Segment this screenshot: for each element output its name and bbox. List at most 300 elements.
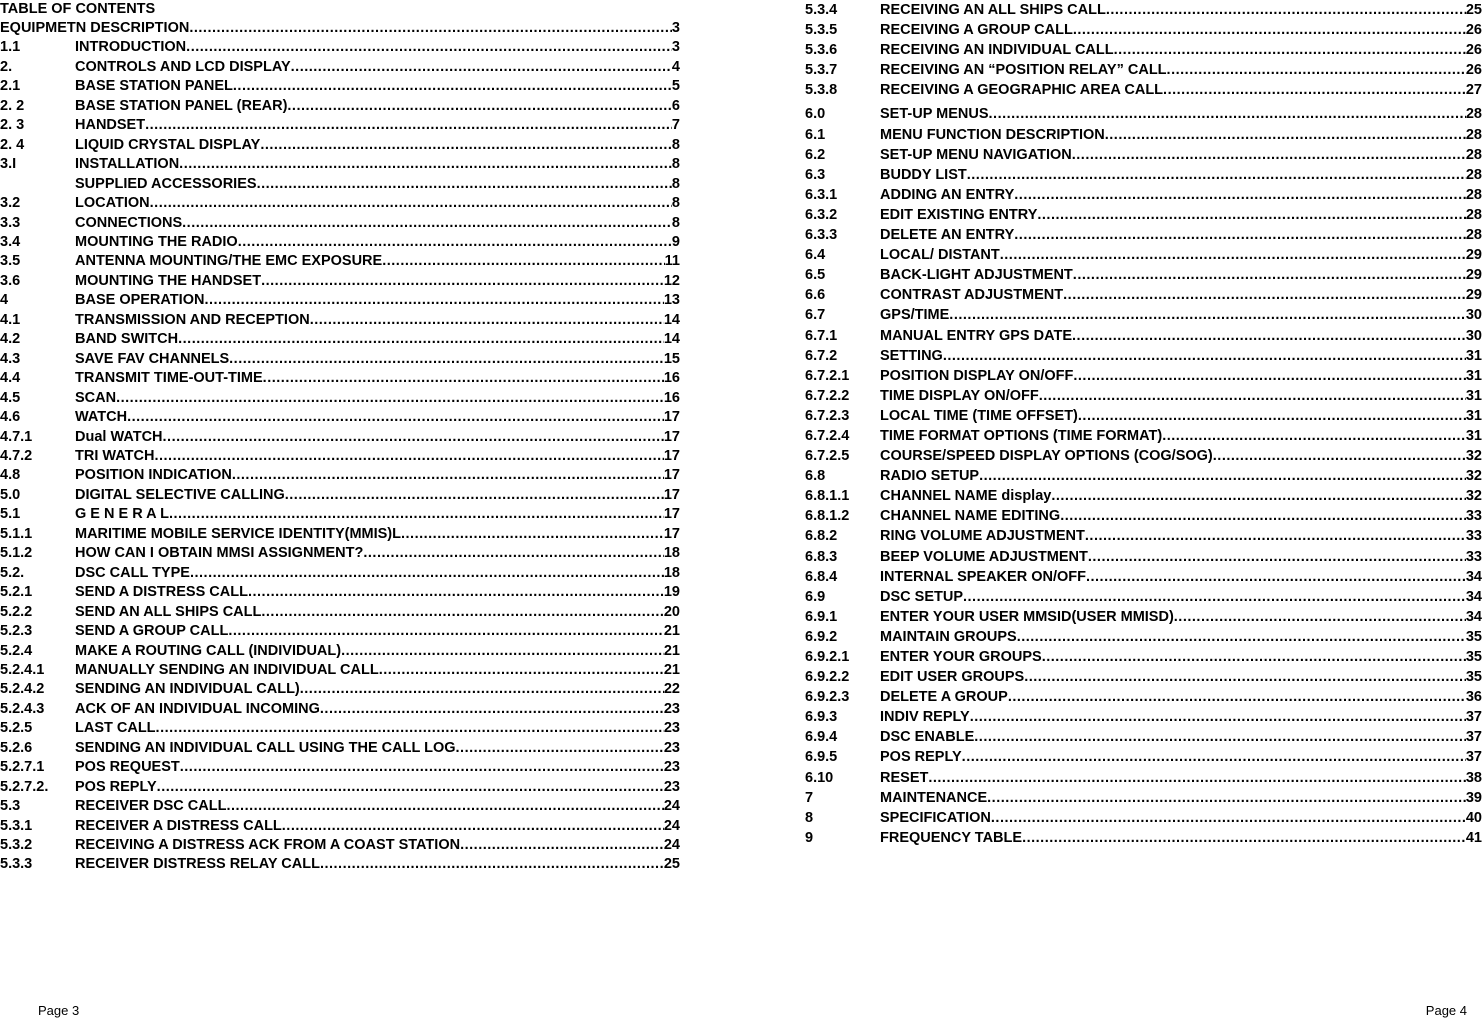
toc-leader-dots — [1000, 245, 1466, 265]
toc-heading: TABLE OF CONTENTS — [0, 1, 156, 17]
toc-entry[interactable] — [805, 0, 1482, 20]
toc-entry[interactable] — [0, 58, 680, 77]
toc-entry[interactable] — [0, 116, 680, 135]
toc-entry-page: 24 — [663, 798, 680, 815]
toc-leader-dots — [190, 564, 664, 583]
toc-entry[interactable] — [0, 817, 680, 836]
toc-leader-dots — [282, 817, 664, 836]
toc-entry-page: 9 — [671, 233, 680, 250]
toc-entry-title: BUDDY LIST — [880, 166, 967, 183]
toc-entry[interactable] — [805, 567, 1482, 587]
toc-entry[interactable] — [805, 185, 1482, 205]
toc-entry-number: 5.3.7 — [805, 62, 838, 79]
toc-leader-dots — [261, 272, 664, 291]
toc-entry[interactable] — [805, 526, 1482, 546]
toc-entry-page: 23 — [663, 759, 680, 776]
toc-entry-page: 31 — [1465, 427, 1482, 444]
toc-entry-page: 16 — [663, 389, 680, 406]
toc-leader-dots — [1105, 125, 1466, 145]
toc-entry-number: 5.3.1 — [0, 817, 33, 834]
toc-leader-dots — [363, 544, 663, 563]
toc-entry-title: TRI WATCH — [75, 447, 155, 464]
toc-entry[interactable] — [805, 687, 1482, 707]
toc-entry[interactable] — [805, 587, 1482, 607]
toc-leader-dots — [291, 58, 672, 77]
toc-entry-number: 6.8 — [805, 468, 826, 485]
toc-leader-dots — [1008, 687, 1466, 707]
toc-leader-dots — [226, 797, 663, 816]
toc-entry-number: 6.10 — [805, 769, 834, 786]
toc-entry[interactable] — [805, 506, 1482, 526]
toc-entry-title: INTERNAL SPEAKER ON/OFF — [880, 568, 1086, 585]
toc-entry-number: 6.9.2 — [805, 628, 838, 645]
toc-entry-page: 19 — [663, 584, 680, 601]
toc-entry[interactable] — [0, 661, 680, 680]
toc-entry[interactable] — [805, 145, 1482, 165]
toc-entry-number: 5.2.6 — [0, 739, 33, 756]
toc-entry-number: 5.2.1 — [0, 584, 33, 601]
toc-entry-number: 4.1 — [0, 311, 21, 328]
toc-leader-dots — [285, 486, 664, 505]
toc-entry-page: 14 — [663, 311, 680, 328]
toc-entry-title: CONTROLS AND LCD DISPLAY — [75, 58, 291, 75]
toc-entry-number: 6.7.2.1 — [805, 367, 850, 384]
toc-entry-number: 4.6 — [0, 409, 21, 426]
toc-entry-page: 3 — [671, 39, 680, 56]
toc-entry-page: 31 — [1465, 347, 1482, 364]
toc-entry-number: 6.3.1 — [805, 186, 838, 203]
toc-entry-page: 20 — [663, 603, 680, 620]
toc-leader-dots — [970, 707, 1466, 727]
toc-entry-title: LOCAL TIME (TIME OFFSET) — [880, 407, 1078, 424]
toc-leader-dots — [156, 719, 664, 738]
toc-entry[interactable] — [0, 369, 680, 388]
toc-entry-title: ENTER YOUR USER MMSID(USER MMISD) — [880, 608, 1174, 625]
toc-entry[interactable] — [0, 797, 680, 816]
toc-entry-number: 6.1 — [805, 126, 826, 143]
toc-entry-number: 3.I — [0, 156, 17, 173]
toc-leader-dots — [233, 77, 672, 96]
toc-list-right — [805, 0, 1482, 848]
toc-entry-title: CHANNEL NAME display — [880, 488, 1052, 505]
toc-entry[interactable] — [0, 350, 680, 369]
toc-entry-title: BEEP VOLUME ADJUSTMENT — [880, 548, 1088, 565]
toc-entry[interactable] — [805, 205, 1482, 225]
toc-entry-title: ANTENNA MOUNTING/THE EMC EXPOSURE — [75, 253, 383, 270]
toc-entry-number: 4.3 — [0, 350, 21, 367]
toc-entry[interactable] — [0, 642, 680, 661]
toc-entry-page: 30 — [1465, 327, 1482, 344]
toc-entry-title: POSITION INDICATION — [75, 467, 232, 484]
toc-entry-number: 6.5 — [805, 267, 826, 284]
toc-entry-number: 5.2.2 — [0, 603, 33, 620]
toc-entry[interactable] — [805, 225, 1482, 245]
toc-entry-number: 5.3 — [0, 798, 21, 815]
toc-entry[interactable] — [805, 366, 1482, 386]
toc-leader-dots — [928, 768, 1466, 788]
toc-entry-title: RECEIVER DSC CALL — [75, 798, 227, 815]
toc-entry-page: 21 — [663, 623, 680, 640]
toc-entry[interactable] — [0, 252, 680, 271]
toc-leader-dots — [320, 855, 664, 874]
toc-entry-title: SEND AN ALL SHIPS CALL — [75, 603, 262, 620]
toc-entry[interactable] — [805, 326, 1482, 346]
toc-entry-title: TRANSMIT TIME-OUT-TIME — [75, 370, 263, 387]
toc-entry-page: 29 — [1465, 267, 1482, 284]
toc-entry[interactable] — [805, 40, 1482, 60]
toc-entry-page: 28 — [1465, 206, 1482, 223]
toc-entry[interactable] — [805, 305, 1482, 325]
toc-entry-number: 6.4 — [805, 247, 826, 264]
toc-entry-title: POS REPLY — [880, 749, 962, 766]
toc-entry-page: 17 — [663, 409, 680, 426]
toc-leader-dots — [261, 603, 663, 622]
toc-leader-dots — [456, 739, 664, 758]
toc-leader-dots — [1072, 145, 1466, 165]
toc-entry-title: MAINTENANCE — [880, 789, 988, 806]
toc-entry[interactable] — [0, 719, 680, 738]
toc-entry-page: 37 — [1465, 749, 1482, 766]
toc-entry-title: SEND A GROUP CALL — [75, 623, 229, 640]
toc-entry-title: INDIV REPLY — [880, 709, 970, 726]
toc-entry-title: MAKE A ROUTING CALL (INDIVIDUAL) — [75, 642, 342, 659]
toc-right-page — [805, 0, 1482, 848]
toc-entry-title: ACK OF AN INDIVIDUAL INCOMING — [75, 700, 320, 717]
toc-entry-number: 6.3.3 — [805, 227, 838, 244]
toc-entry[interactable] — [805, 446, 1482, 466]
toc-leader-dots — [1114, 40, 1466, 60]
toc-entry[interactable] — [0, 136, 680, 155]
toc-entry-page: 25 — [663, 856, 680, 873]
toc-entry-title: MOUNTING THE HANDSET — [75, 272, 262, 289]
toc-entry[interactable] — [0, 758, 680, 777]
toc-entry[interactable] — [0, 778, 680, 797]
toc-leader-dots — [1073, 20, 1466, 40]
toc-entry-page: 28 — [1465, 126, 1482, 143]
toc-entry[interactable] — [0, 466, 680, 485]
toc-entry-page: 29 — [1465, 287, 1482, 304]
toc-entry-page: 5 — [671, 78, 680, 95]
toc-entry-page: 23 — [663, 739, 680, 756]
toc-leader-dots — [169, 505, 664, 524]
toc-entry-number: 1.1 — [0, 39, 21, 56]
toc-entry-number: 6.7.2.2 — [805, 387, 850, 404]
toc-entry-page: 30 — [1465, 307, 1482, 324]
toc-entry-page: 18 — [663, 564, 680, 581]
toc-entry-page: 28 — [1465, 166, 1482, 183]
toc-entry-number: 5.3.2 — [0, 837, 33, 854]
toc-leader-dots — [320, 700, 664, 719]
toc-entry[interactable] — [805, 80, 1482, 100]
toc-entry-title: ADDING AN ENTRY — [880, 186, 1015, 203]
toc-entry-title: EDIT EXISTING ENTRY — [880, 206, 1038, 223]
toc-entry[interactable] — [805, 346, 1482, 366]
toc-leader-dots — [1162, 426, 1466, 446]
toc-leader-dots — [949, 305, 1466, 325]
toc-entry-number: 3.5 — [0, 253, 21, 270]
toc-entry-title: G E N E R A L — [75, 506, 169, 523]
toc-entry-number: 6.8.2 — [805, 528, 838, 545]
toc-entry[interactable] — [805, 466, 1482, 486]
toc-entry-title: POSITION DISPLAY ON/OFF — [880, 367, 1074, 384]
toc-entry-page: 39 — [1465, 789, 1482, 806]
toc-entry-number: 4.8 — [0, 467, 21, 484]
toc-entry[interactable] — [805, 607, 1482, 627]
toc-leader-dots — [263, 369, 664, 388]
toc-entry-title: DELETE AN ENTRY — [880, 227, 1015, 244]
toc-entry-title: DIGITAL SELECTIVE CALLING — [75, 486, 285, 503]
toc-entry[interactable] — [0, 389, 680, 408]
toc-entry[interactable] — [805, 747, 1482, 767]
toc-leader-dots — [962, 747, 1466, 767]
toc-entry-title: RESET — [880, 769, 929, 786]
toc-entry-number: 5.2.4.2 — [0, 681, 45, 698]
toc-entry-title: SET-UP MENUS — [880, 106, 989, 123]
toc-entry-number: 6.9.2.3 — [805, 689, 850, 706]
toc-entry-number: 5.2.4.3 — [0, 700, 45, 717]
toc-entry-title: LOCATION — [75, 195, 150, 212]
toc-entry-number: 2. — [0, 58, 13, 75]
toc-entry-number: 6.2 — [805, 146, 826, 163]
toc-entry-page: 12 — [663, 272, 680, 289]
toc-entry-page: 21 — [663, 661, 680, 678]
toc-entry[interactable] — [805, 547, 1482, 567]
toc-leader-dots — [1072, 326, 1466, 346]
toc-entry[interactable] — [0, 486, 680, 505]
toc-entry-title: LIQUID CRYSTAL DISPLAY — [75, 136, 261, 153]
toc-entry[interactable] — [805, 828, 1482, 848]
toc-entry[interactable] — [805, 265, 1482, 285]
toc-entry[interactable] — [805, 104, 1482, 124]
toc-leader-dots — [1037, 205, 1465, 225]
toc-entry[interactable] — [0, 19, 680, 38]
toc-entry-title: WATCH — [75, 409, 128, 426]
toc-entry-number: 8 — [805, 809, 814, 826]
toc-leader-dots — [189, 19, 672, 38]
toc-entry[interactable] — [805, 667, 1482, 687]
toc-entry-title: SENDING AN INDIVIDUAL CALL USING THE CALL LOG — [75, 739, 456, 756]
toc-leader-dots — [238, 233, 672, 252]
toc-entry-number: 6.8.4 — [805, 568, 838, 585]
toc-entry-title: SEND A DISTRESS CALL — [75, 584, 248, 601]
toc-entry-number: 6.3 — [805, 166, 826, 183]
toc-entry-title: CONNECTIONS — [75, 214, 183, 231]
toc-entry-number: 7 — [805, 789, 814, 806]
toc-leader-dots — [1039, 386, 1466, 406]
toc-leader-dots — [180, 758, 664, 777]
toc-entry-page: 26 — [1465, 62, 1482, 79]
toc-entry[interactable] — [0, 428, 680, 447]
toc-entry-title: RADIO SETUP — [880, 468, 980, 485]
toc-leader-dots — [1024, 667, 1466, 687]
toc-leader-dots — [963, 587, 1466, 607]
toc-entry-title: SENDING AN INDIVIDUAL CALL) — [75, 681, 300, 698]
toc-entry-title: SETTING — [880, 347, 943, 364]
toc-entry-title: GPS/TIME — [880, 307, 950, 324]
toc-entry-page: 28 — [1465, 186, 1482, 203]
toc-entry[interactable] — [805, 647, 1482, 667]
toc-entry-number: 5.2.5 — [0, 720, 33, 737]
toc-entry[interactable] — [805, 406, 1482, 426]
toc-entry[interactable] — [0, 233, 680, 252]
toc-entry-number: 3.4 — [0, 233, 21, 250]
toc-entry-number: 6.6 — [805, 287, 826, 304]
toc-entry[interactable] — [805, 165, 1482, 185]
toc-entry-number: 4.4 — [0, 370, 21, 387]
toc-leader-dots — [257, 175, 672, 194]
toc-entry-title: BACK-LIGHT ADJUSTMENT — [880, 267, 1073, 284]
toc-entry[interactable] — [0, 97, 680, 116]
toc-entry[interactable] — [805, 60, 1482, 80]
toc-entry-page: 35 — [1465, 628, 1482, 645]
toc-leader-dots — [163, 428, 664, 447]
toc-leader-dots — [248, 583, 664, 602]
toc-entry-number: 6.9.4 — [805, 729, 838, 746]
toc-entry-title: BASE OPERATION — [75, 292, 205, 309]
toc-entry[interactable] — [0, 272, 680, 291]
toc-entry-title: RING VOLUME ADJUSTMENT — [880, 528, 1085, 545]
toc-entry[interactable] — [0, 77, 680, 96]
toc-entry-title: BASE STATION PANEL (REAR) — [75, 97, 288, 114]
toc-entry-page: 3 — [671, 20, 680, 36]
toc-entry[interactable] — [805, 808, 1482, 828]
toc-entry-number: 5.0 — [0, 486, 21, 503]
toc-entry-title: INTRODUCTION — [75, 39, 187, 56]
toc-entry-page: 23 — [663, 720, 680, 737]
toc-entry-number: EQUIPMETN DESCRIPTION — [0, 20, 190, 36]
toc-entry-page: 6 — [671, 97, 680, 114]
toc-entry[interactable] — [0, 311, 680, 330]
toc-entry-page: 8 — [671, 156, 680, 173]
toc-entry[interactable] — [0, 447, 680, 466]
toc-entry-title: MENU FUNCTION DESCRIPTION — [880, 126, 1105, 143]
toc-entry[interactable] — [0, 603, 680, 622]
toc-entry-title: DELETE A GROUP — [880, 689, 1008, 706]
toc-entry[interactable] — [805, 245, 1482, 265]
toc-entry[interactable] — [0, 622, 680, 641]
toc-entry[interactable] — [0, 700, 680, 719]
toc-entry[interactable] — [805, 707, 1482, 727]
toc-leader-dots — [145, 116, 672, 135]
toc-entry[interactable] — [805, 125, 1482, 145]
toc-entry[interactable] — [0, 155, 680, 174]
toc-entry-title: TIME FORMAT OPTIONS (TIME FORMAT) — [880, 427, 1163, 444]
toc-entry[interactable] — [805, 285, 1482, 305]
toc-leader-dots — [1213, 446, 1466, 466]
toc-entry[interactable] — [805, 426, 1482, 446]
toc-entry-title: MANUAL ENTRY GPS DATE — [880, 327, 1073, 344]
toc-entry-page: 33 — [1465, 528, 1482, 545]
toc-entry[interactable] — [0, 739, 680, 758]
toc-entry[interactable] — [0, 175, 680, 194]
toc-entry[interactable] — [0, 680, 680, 699]
toc-leader-dots — [178, 330, 664, 349]
toc-entry-page: 22 — [663, 681, 680, 698]
toc-entry[interactable] — [805, 486, 1482, 506]
toc-entry-page: 15 — [663, 350, 680, 367]
toc-entry[interactable] — [0, 38, 680, 57]
toc-entry-page: 31 — [1465, 367, 1482, 384]
toc-entry-number: 6.9.3 — [805, 709, 838, 726]
toc-entry-title: RECEIVER A DISTRESS CALL — [75, 817, 282, 834]
toc-entry-page: 24 — [663, 817, 680, 834]
toc-entry-number: 6.7 — [805, 307, 826, 324]
toc-entry-title: CONTRAST ADJUSTMENT — [880, 287, 1064, 304]
toc-entry-page: 8 — [671, 195, 680, 212]
toc-leader-dots — [967, 165, 1466, 185]
toc-entry[interactable] — [0, 836, 680, 855]
toc-leader-dots — [186, 38, 672, 57]
toc-leader-dots — [150, 194, 672, 213]
toc-entry-title: RECEIVING A DISTRESS ACK FROM A COAST STATION — [75, 837, 461, 854]
toc-leader-dots — [974, 727, 1466, 747]
toc-entry[interactable] — [0, 214, 680, 233]
toc-entry-number: 5.2.7.1 — [0, 759, 45, 776]
toc-leader-dots — [1073, 366, 1465, 386]
toc-entry-page: 40 — [1465, 809, 1482, 826]
toc-entry-number: 5.1 — [0, 506, 21, 523]
toc-leader-dots — [1014, 185, 1466, 205]
toc-leader-dots — [157, 778, 664, 797]
toc-entry[interactable] — [0, 291, 680, 310]
toc-entry-number: 6.8.3 — [805, 548, 838, 565]
toc-entry[interactable] — [0, 583, 680, 602]
toc-entry-number: 6.9.2.2 — [805, 669, 850, 686]
toc-entry[interactable] — [0, 505, 680, 524]
toc-leader-dots — [232, 466, 664, 485]
toc-entry-page: 25 — [1465, 2, 1482, 18]
toc-entry-title: ENTER YOUR GROUPS — [880, 649, 1042, 665]
toc-entry-title: INSTALLATION — [75, 156, 180, 173]
toc-entry-page: 16 — [663, 370, 680, 387]
toc-entry[interactable] — [805, 727, 1482, 747]
toc-entry-page: 13 — [663, 292, 680, 309]
toc-entry[interactable] — [0, 408, 680, 427]
toc-entry-title: BASE STATION PANEL — [75, 78, 233, 95]
toc-leader-dots — [1017, 627, 1466, 647]
toc-entry[interactable] — [805, 386, 1482, 406]
toc-leader-dots — [989, 104, 1466, 124]
toc-entry[interactable] — [0, 194, 680, 213]
toc-entry-page: 23 — [663, 700, 680, 717]
toc-entry[interactable] — [805, 788, 1482, 808]
toc-entry-page: 11 — [664, 253, 680, 270]
page-number-right: Page 4 — [1425, 1003, 1467, 1018]
toc-entry-page: 28 — [1465, 227, 1482, 244]
toc-leader-dots — [987, 788, 1466, 808]
toc-entry[interactable] — [805, 627, 1482, 647]
toc-entry[interactable] — [805, 20, 1482, 40]
toc-entry-number: 5.3.3 — [0, 856, 33, 873]
toc-entry[interactable] — [805, 768, 1482, 788]
toc-entry-number: 4.5 — [0, 389, 21, 406]
toc-list-left — [0, 19, 680, 875]
toc-entry-number: 6.8.1.1 — [805, 488, 850, 505]
toc-entry-page: 36 — [1465, 689, 1482, 706]
toc-entry-page: 8 — [671, 214, 680, 231]
toc-entry[interactable] — [0, 855, 680, 874]
toc-entry[interactable] — [0, 564, 680, 583]
toc-entry-number: 6.9.5 — [805, 749, 838, 766]
toc-entry[interactable] — [0, 330, 680, 349]
toc-entry-number: 3.2 — [0, 195, 21, 212]
toc-entry[interactable] — [0, 525, 680, 544]
toc-leader-dots — [228, 622, 664, 641]
toc-leader-dots — [179, 155, 672, 174]
toc-entry-page: 18 — [663, 545, 680, 562]
toc-entry[interactable] — [0, 544, 680, 563]
toc-leader-dots — [1163, 80, 1466, 100]
